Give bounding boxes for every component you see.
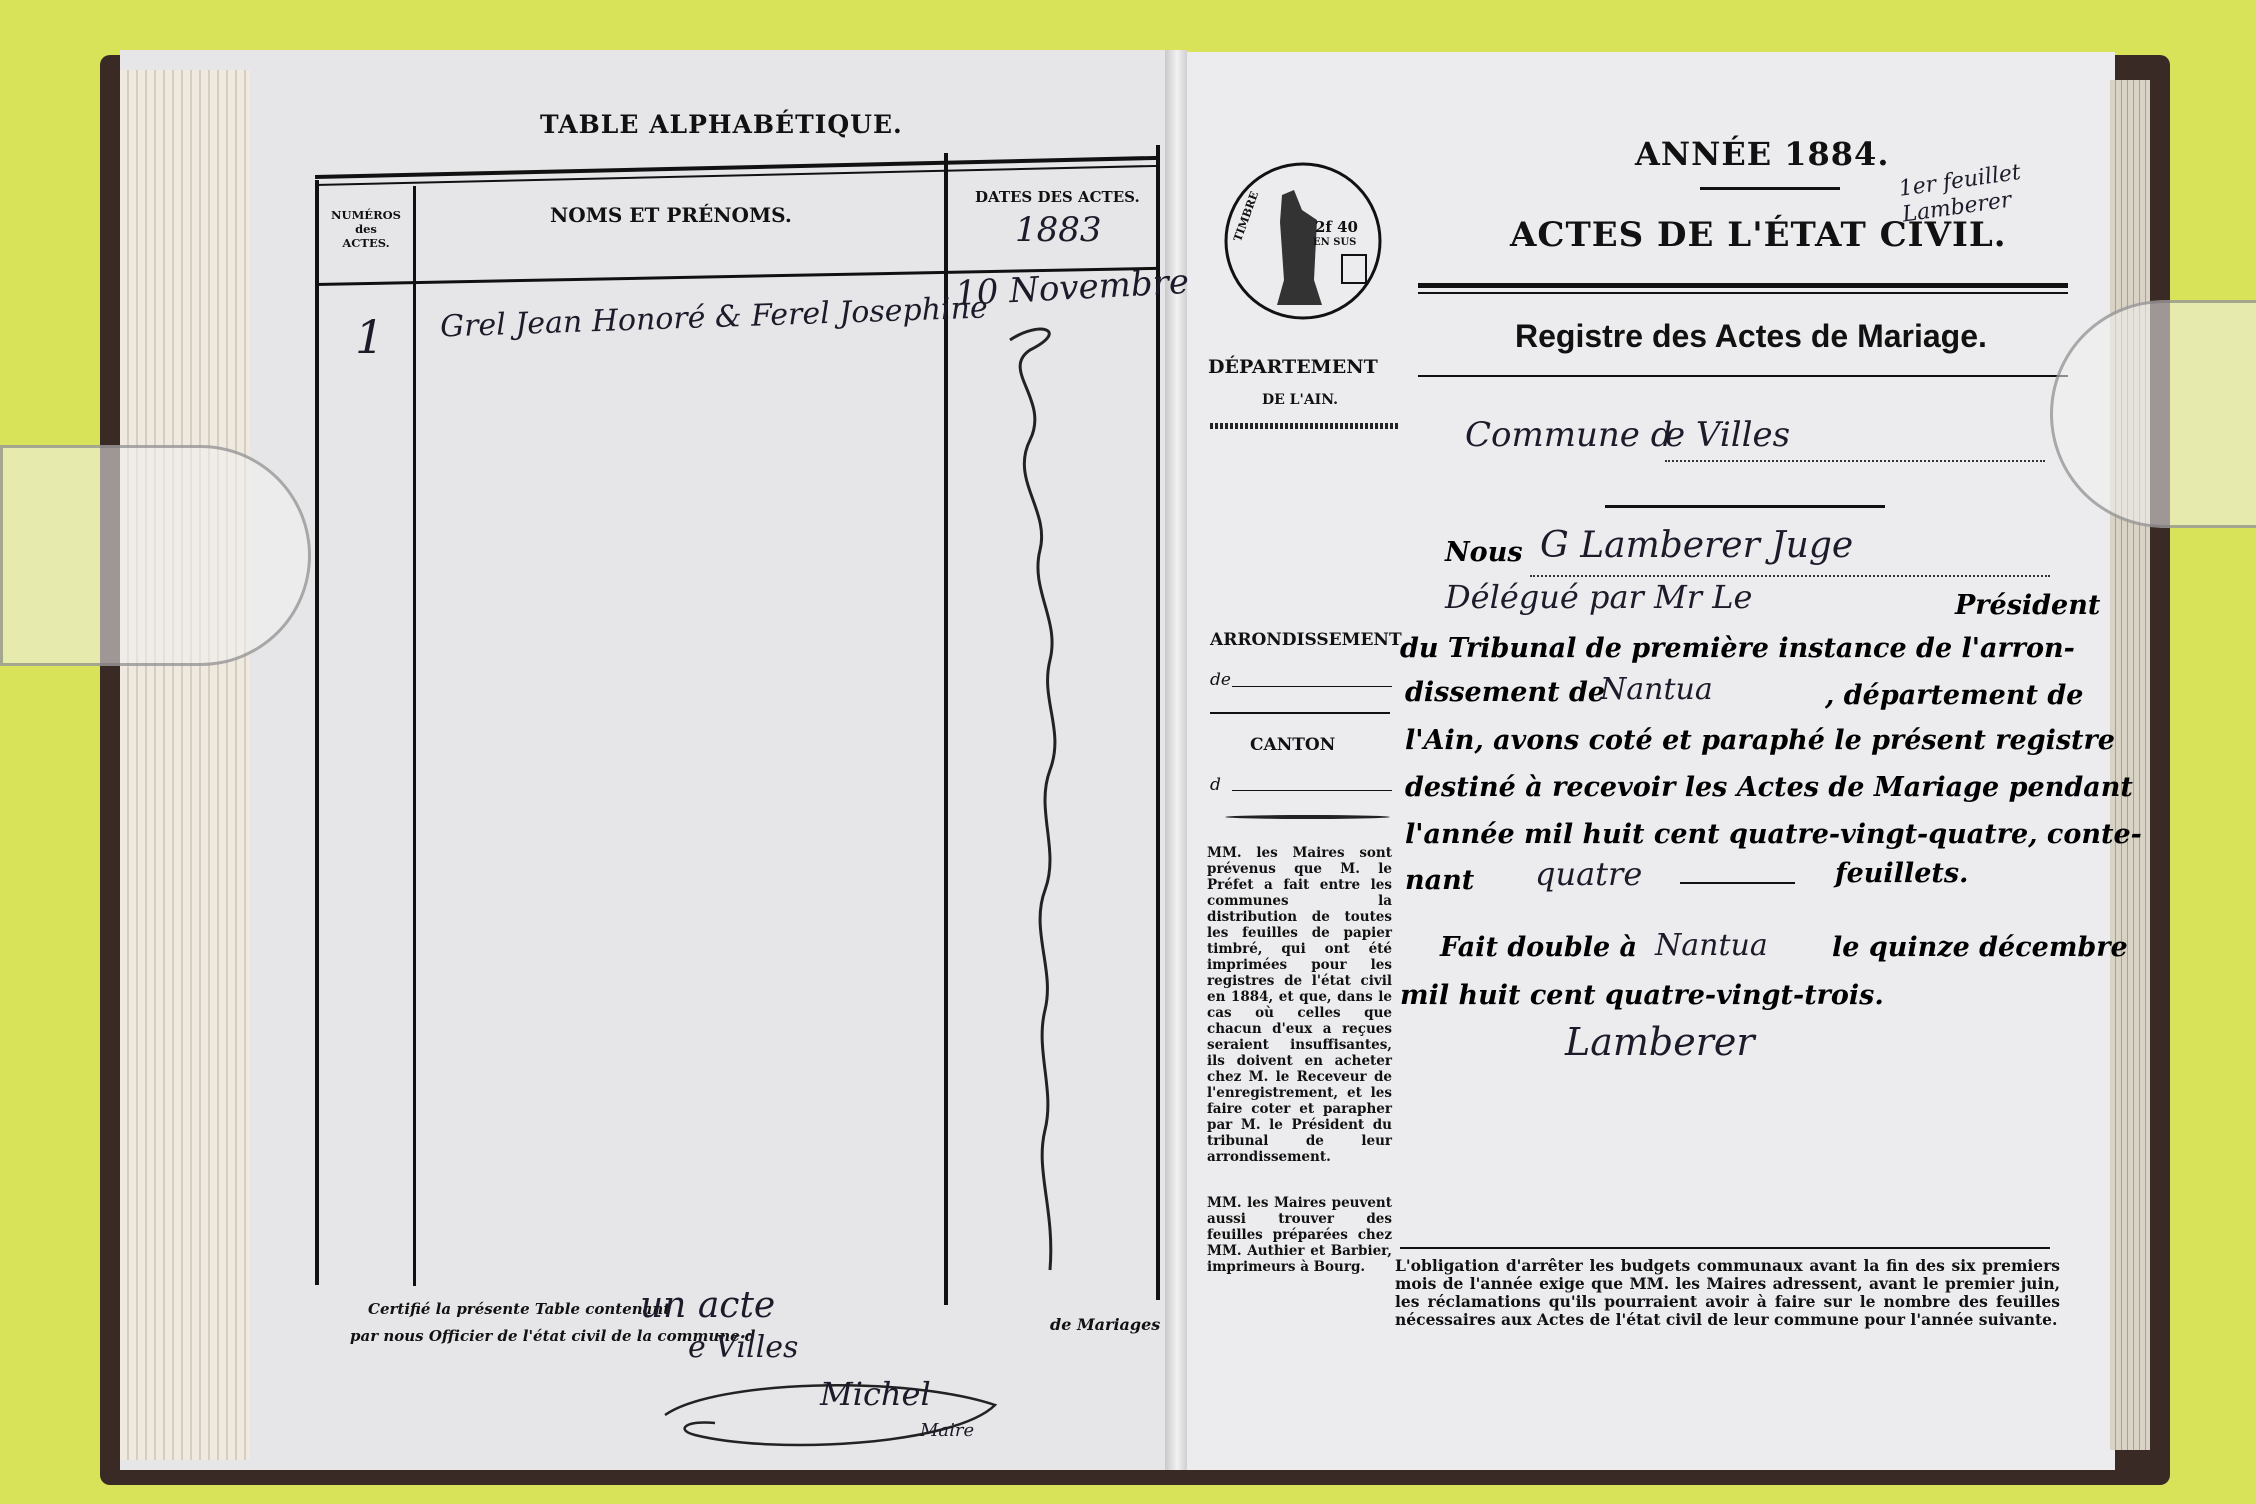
canton-d: d (1210, 775, 1221, 795)
fait-year: mil huit cent quatre-vingt-trois. (1400, 980, 1884, 1011)
certified-text-1: Certifié la présente Table contenant (368, 1300, 671, 1318)
footer-note: L'obligation d'arrêter les budgets communaux avant la fin des six premiers mois de l'année exige que MM. les Maires adressent, avant le premier juin, les réclamations qu'ils pourraient avoir à faire sur le nombre des feuilles nécessaires aux Actes de l'état civil de leur commune pour l'année suivante. (1395, 1256, 2060, 1329)
commune-label: Commune d (1465, 415, 1673, 455)
commune-value: e Villes (1665, 415, 1791, 455)
binder-clip-left (0, 445, 311, 666)
stamp-ensus: EN SUS (1313, 237, 1357, 248)
right-page-edges (2110, 80, 2150, 1450)
body-line-2b: , département de (1825, 680, 2084, 711)
ornament-rule (1605, 505, 1885, 508)
entry-number: 1 (355, 310, 385, 364)
table-title: TABLE ALPHABÉTIQUE. (540, 110, 903, 139)
col-header-numeros-line2: des (355, 222, 377, 236)
body-line-4: destiné à recevoir les Actes de Mariage pendant (1405, 772, 2133, 803)
fait-place: Nantua (1655, 928, 1768, 963)
president-label: Président (1955, 590, 2101, 621)
nous-label: Nous (1445, 537, 1523, 568)
delegue-value: Délégué par Mr Le (1445, 578, 1753, 616)
arrondissement-de: de (1210, 670, 1231, 690)
mayor-role: Maire (920, 1420, 975, 1441)
cancel-squiggle (990, 310, 1080, 1280)
body-line-7: feuillets. (1835, 858, 1969, 889)
table-col-divider-1 (413, 186, 416, 1286)
certified-text-2: par nous Officier de l'état civil de la commune d (350, 1327, 756, 1345)
de-lain-label: DE L'AIN. (1262, 392, 1339, 408)
canton-blank (1232, 790, 1392, 791)
body-line-1: du Tribunal de première instance de l'arron- (1400, 633, 2075, 664)
departement-label: DÉPARTEMENT (1208, 356, 1378, 378)
col-header-numeros-line3: ACTES. (342, 236, 390, 250)
body-line-5: l'année mil huit cent quatre-vingt-quatre, conte- (1405, 819, 2142, 850)
arrondissement-blank (1232, 686, 1392, 687)
fait-date: le quinze décembre (1832, 932, 2128, 963)
arrondissement-label: ARRONDISSEMENT (1210, 630, 1402, 650)
canton-ornament (1225, 815, 1390, 819)
arrondissement-written: Nantua (1600, 672, 1713, 707)
table-right-border (1156, 145, 1160, 1300)
feuillets-rule (1680, 882, 1795, 884)
table-left-border (315, 180, 319, 1285)
mayors-notice-2: MM. les Maires peuvent aussi trouver des feuilles préparées chez MM. Authier et Barbier, imprimeurs à Bourg. (1207, 1195, 1392, 1275)
nous-value: G Lamberer Juge (1540, 525, 1854, 566)
body-line-2: dissement de (1405, 677, 1606, 708)
col-header-numeros (322, 208, 410, 250)
margin-note: 1er feuillet Lamberer (1897, 159, 2023, 228)
stamp-price: 2f 40 (1315, 218, 1358, 236)
commune-line (1665, 460, 2045, 462)
mayors-notice-1: MM. les Maires sont prévenus que M. le Préfet a fait entre les communes la distribution de toutes les feuilles de papier timbré, qui ont été imprimées pour les registres de l'état civil en 1884, et que, dans le cas où celles que chacun d'eux a reçues seraient insuffisantes, ils doivent en acheter chez M. le Receveur de l'enregistrement, et les faire coter et parapher par M. le Président du tribunal de leur arrondissement. (1207, 845, 1392, 1165)
fait-label: Fait double à (1440, 932, 1638, 963)
canton-label: CANTON (1250, 735, 1336, 755)
year-written: 1883 (1015, 210, 1102, 250)
entry-names: Grel Jean Honoré & Ferel Josephine (439, 290, 989, 345)
body-line-6: nant (1405, 865, 1475, 896)
feuillets-written: quatre (1535, 855, 1643, 893)
annee-title: ANNÉE 1884. (1635, 135, 1890, 173)
departement-underline (1210, 423, 1400, 429)
commune-written-left: e Villes (688, 1330, 799, 1365)
heading-rule-2 (1418, 292, 2068, 294)
arrondissement-rule (1210, 712, 1390, 714)
col-header-noms: NOMS ET PRÉNOMS. (550, 203, 792, 227)
left-page-edges (120, 70, 250, 1460)
col-header-dates: DATES DES ACTES. (975, 188, 1140, 206)
actes-heading: ACTES DE L'ÉTAT CIVIL. (1510, 215, 2007, 255)
register-rule (1418, 375, 2068, 377)
col-header-numeros-line1: NUMÉROS (331, 208, 401, 222)
register-title: Registre des Actes de Mariage. (1515, 318, 1987, 354)
heading-rule (1418, 283, 2068, 288)
certified-suffix: de Mariages (1050, 1315, 1161, 1334)
mayor-signature: Michel (820, 1375, 931, 1413)
certified-value: un acte (640, 1285, 776, 1326)
entry-date: 10 Novembre (954, 261, 1190, 315)
annee-rule (1700, 187, 1840, 190)
nous-line (1530, 575, 2050, 577)
stamp-word: TIMBRE (1231, 189, 1262, 244)
judge-signature: Lamberer (1565, 1020, 1755, 1064)
tax-stamp (1222, 160, 1384, 322)
footer-rule (1400, 1247, 2050, 1249)
body-line-3: l'Ain, avons coté et paraphé le présent registre (1405, 725, 2115, 756)
